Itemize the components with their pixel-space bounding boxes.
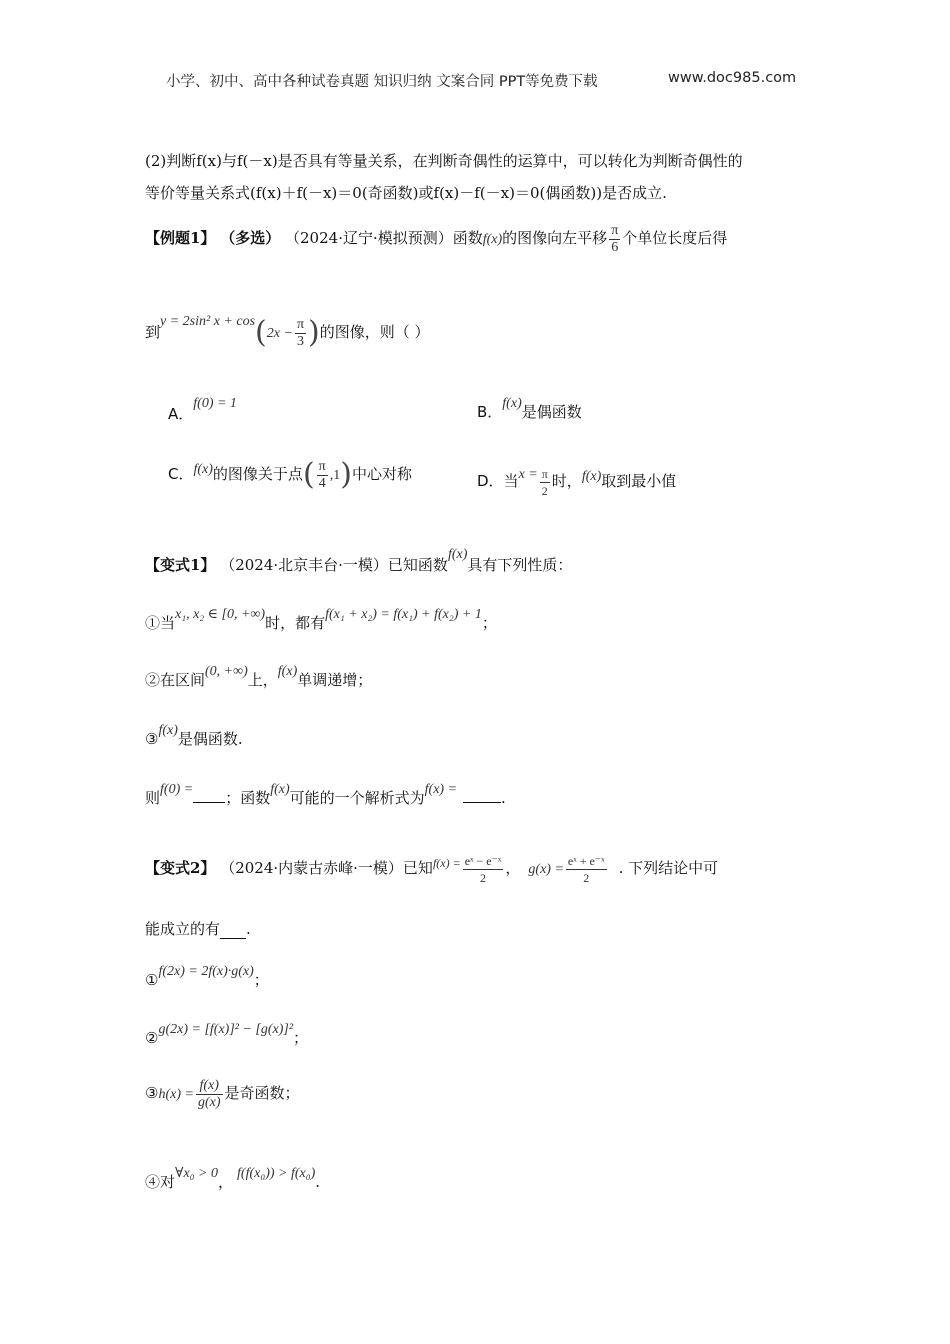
shift-fraction: $\frac{\pi}{6}$: [611, 222, 619, 255]
h-fraction: $\frac{f(x)}{g(x)}$: [197, 1077, 221, 1110]
example-1-source: （2024·辽宁·模拟预测）函数: [285, 229, 483, 247]
answer-blank-2[interactable]: [463, 802, 501, 803]
equation-fraction: $\frac{\pi}{3}$: [296, 316, 305, 349]
answer-blank-1[interactable]: [193, 802, 225, 803]
example-1-text-2: 个单位长度后得: [622, 229, 728, 247]
statement-4: ④对∀x₀ > 0， f(f(x₀)) > f(x₀).: [145, 1166, 321, 1191]
option-d-fraction: $\frac{\pi}{2}$: [541, 466, 548, 498]
variant-2-tag: 【变式2】: [145, 859, 216, 877]
variant-1-heading: 【变式1】 （2024·北京丰台·一模）已知函数f(x)具有下列性质：: [145, 547, 573, 574]
statement-3: ③h(x) = $\frac{f(x)}{g(x)}$ 是奇函数；: [145, 1077, 300, 1110]
property-1: ①当x₁, x₂ ∈ [0, +∞)时，都有f(x₁ + x₂) = f(x₁) + f(x₂) + 1；: [145, 607, 497, 632]
example-1-text-1: 的图像向左平移: [502, 229, 608, 247]
option-a[interactable]: A．f(0) = 1: [168, 396, 237, 423]
intro-line-2: 等价等量关系式(f(x)＋f(－x)＝0(奇函数)或f(x)－f(－x)＝0(偶函数))是否成立.: [145, 184, 667, 202]
property-2: ②在区间(0, +∞)上，f(x)单调递增；: [145, 664, 373, 689]
equation-lhs: y = 2sin² x + cos: [160, 314, 256, 329]
example-1-equation-line: 到y = 2sin² x + cos(2x − $\frac{\pi}{3}$ )的图像，则（ ）: [145, 314, 430, 350]
header-url[interactable]: www.doc985.com: [668, 70, 797, 86]
multi-select-tag: （多选）: [220, 229, 281, 247]
option-a-math: f(0) = 1: [193, 396, 237, 411]
to-text: 到: [145, 323, 161, 341]
example-1-fx: f(x): [482, 232, 503, 247]
variant-1-tag: 【变式1】: [145, 556, 216, 574]
variant-2-heading: 【变式2】 （2024·内蒙古赤峰·一模）已知$^{f(x) =}$ $\frac{\text{eˣ − e⁻ˣ}}{2}$ ， g(x) = $\frac{\text{eˣ + e⁻ˣ}}{2}$ . 下列结论中可: [145, 853, 719, 885]
option-d-math: f(x): [581, 469, 602, 484]
equation-inner: 2x −: [266, 326, 293, 341]
f-fraction: $\frac{\text{eˣ − e⁻ˣ}}{2}$: [464, 853, 502, 885]
option-c-fraction: $\frac{\pi}{4}$: [318, 458, 326, 491]
statement-1: ①f(2x) = 2f(x)·g(x)；: [145, 964, 269, 989]
property-3: ③f(x)是偶函数.: [145, 723, 243, 748]
example-1-heading: [145, 222, 727, 256]
option-c[interactable]: C．f(x)的图像关于点( $\frac{\pi}{4}$ ,1)中心对称: [168, 457, 412, 492]
statement-2: ②g(2x) = [f(x)]² − [g(x)]²；: [145, 1022, 309, 1047]
variant-1-question: 则f(0) = ；函数f(x)可能的一个解析式为f(x) = .: [145, 782, 506, 807]
option-b-math: f(x): [502, 396, 522, 411]
g-fraction: $\frac{\text{eˣ + e⁻ˣ}}{2}$: [567, 853, 605, 885]
header-text: 小学、初中、高中各种试卷真题 知识归纳 文案合同 PPT等免费下载: [166, 74, 598, 90]
intro-line-1: (2)判断f(x)与f(－x)是否具有等量关系，在判断奇偶性的运算中，可以转化为判断奇偶性的: [145, 152, 743, 170]
variant-2-line-2: 能成立的有 .: [145, 920, 251, 938]
answer-blank-3[interactable]: [220, 920, 246, 939]
option-c-math: f(x): [193, 462, 213, 477]
example-1-text-3: 的图像，则（ ）: [319, 323, 430, 341]
option-b[interactable]: B．f(x)是偶函数: [477, 396, 582, 421]
example-1-tag: 【例题1】: [145, 229, 216, 247]
option-d[interactable]: D．当x = $\frac{\pi}{2}$ 时，f(x)取到最小值: [477, 466, 677, 498]
